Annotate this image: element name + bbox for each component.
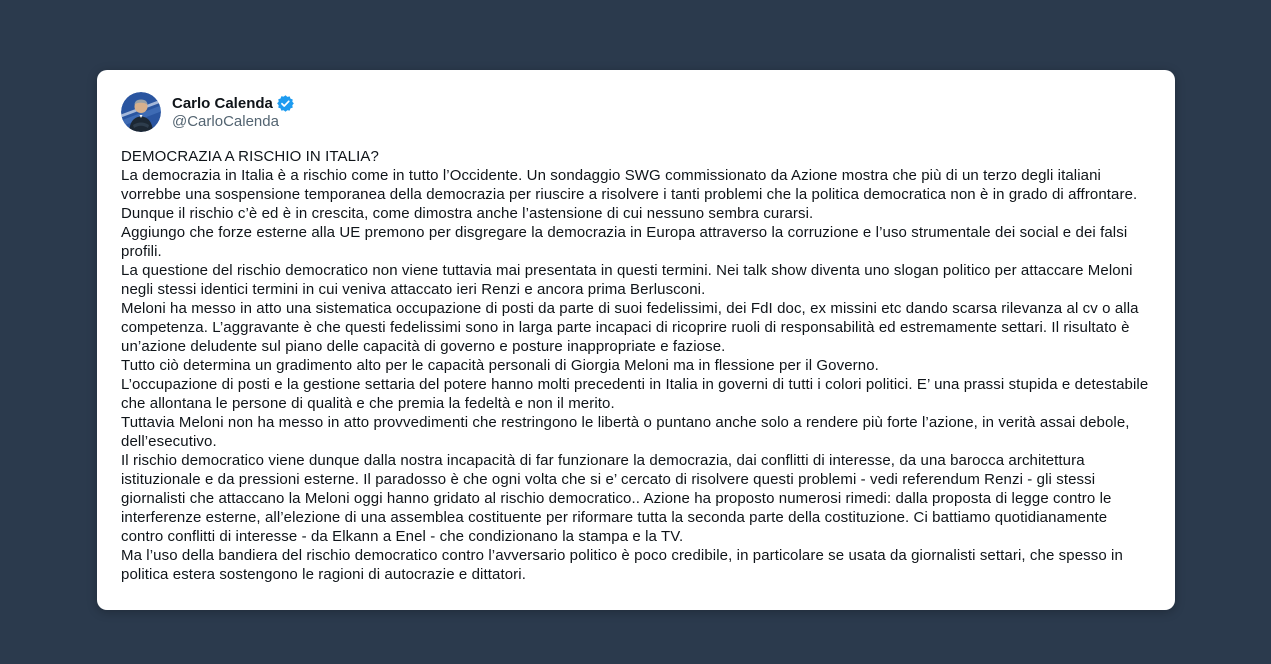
tweet-paragraph: Tuttavia Meloni non ha messo in atto provvedimenti che restringono le libertà o puntano anche solo a rendere più forte l’azione, in verità assai debole, dell’esecutivo. [121, 414, 1130, 450]
tweet-paragraph: La democrazia in Italia è a rischio come in tutto l’Occidente. Un sondaggio SWG commissionato da Azione mostra che più di un terzo degli italiani vorrebbe una sospensione temporanea della democrazia per riuscire a risolvere i tanti problemi che la politica democratica non è in grado di affrontare. Dunque il rischio c’è ed è in crescita, come dimostra anche l’astensione di cui nessuno sembra curarsi. [121, 167, 1138, 222]
tweet-title: DEMOCRAZIA A RISCHIO IN ITALIA? [121, 148, 379, 165]
tweet-paragraph: La questione del rischio democratico non viene tuttavia mai presentata in questi termini. Nei talk show diventa uno slogan politico per attaccare Meloni negli stessi identici termini in cui veniva attaccato ieri Renzi e ancora prima Berlusconi. [121, 262, 1133, 298]
author-name[interactable]: Carlo Calenda [172, 94, 273, 112]
tweet-card [97, 70, 1175, 610]
author-handle[interactable]: @CarloCalenda [172, 112, 279, 130]
tweet-header [121, 92, 1151, 132]
tweet-paragraphs [121, 166, 1151, 584]
tweet-paragraph: Ma l’uso della bandiera del rischio democratico contro l’avversario politico è poco credibile, in particolare se usata da giornalisti settari, che spesso in politica estera sostengono le ragioni di autocrazie e dittatori. [121, 547, 1123, 583]
tweet-paragraph: Aggiungo che forze esterne alla UE premono per disgregare la democrazia in Europa attraverso la corruzione e l’uso strumentale dei social e dei falsi profili. [121, 224, 1128, 260]
tweet-paragraph: Meloni ha messo in atto una sistematica occupazione di posti da parte di suoi fedelissimi, dei FdI doc, ex missini etc dando scarsa rilevanza al cv o alla competenza. L’aggravante è che questi fedelissimi sono in larga parte incapaci di ricoprire ruoli di responsabilità ed estremamente settari. Il risultato è un’azione deludente sul piano delle capacità di governo e posture inappropriate e faziose. [121, 300, 1139, 355]
tweet-paragraph: Il rischio democratico viene dunque dalla nostra incapacità di far funzionare la democrazia, dai conflitti di interesse, da una barocca architettura istituzionale e da pressioni esterne. Il paradosso è che ogni volta che si e’ cercato di risolvere questi problemi - vedi referendum Renzi - gli stessi giornalisti che attaccano la Meloni oggi hanno gridato al rischio democratico.. Azione ha proposto numerosi rimedi: dalla proposta di legge contro le interferenze esterne, all’elezione di una assemblea costituente per riformare tutta la seconda parte della costituzione. Ci battiamo quotidianamente contro conflitti di interesse - da Elkann a Enel - che condizionano la stampa e la TV. [121, 452, 1112, 545]
tweet-paragraph: Tutto ciò determina un gradimento alto per le capacità personali di Giorgia Meloni ma in flessione per il Governo. [121, 357, 879, 374]
author-id-block [172, 95, 294, 130]
tweet-paragraph: L’occupazione di posti e la gestione settaria del potere hanno molti precedenti in Italia in governi di tutti i colori politici. E’ una prassi stupida e detestabile che allontana le persone di qualità e che premia la fedeltà e non il merito. [121, 376, 1149, 412]
avatar[interactable] [121, 92, 161, 132]
verified-badge-icon [277, 95, 294, 112]
avatar-image [121, 92, 161, 132]
tweet-text [121, 147, 1151, 584]
